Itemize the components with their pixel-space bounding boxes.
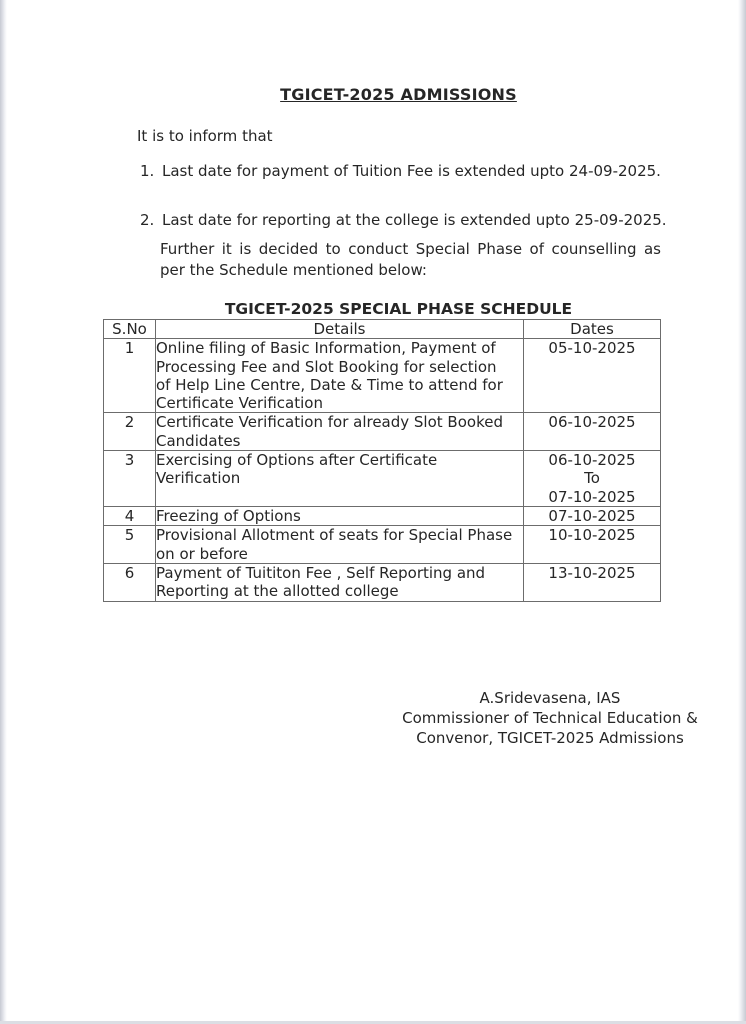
details-line: Freezing of Options: [156, 506, 301, 525]
dates-cell: [524, 563, 661, 601]
paragraph-line: per the Schedule mentioned below:: [160, 261, 427, 279]
signature-line: A.Sridevasena, IAS: [479, 689, 621, 707]
header-sno: S.No: [104, 320, 156, 339]
date-line: 13-10-2025: [548, 563, 636, 582]
date-line: To: [584, 469, 600, 488]
notice-text: Last date for reporting at the college is extended upto 25-09-2025.: [162, 211, 667, 229]
schedule-row: [104, 451, 661, 507]
dates-cell: [524, 413, 661, 451]
details-line: Provisional Allotment of seats for Special Phase: [156, 526, 513, 545]
details-cell: [156, 526, 524, 564]
photo-edge-right: [738, 0, 746, 1024]
date-line: 06-10-2025: [548, 451, 636, 470]
details-line: Reporting at the allotted college: [156, 582, 399, 601]
date-line: 07-10-2025: [548, 506, 636, 525]
details-line: Exercising of Options after Certificate: [156, 451, 438, 470]
details-cell: [156, 506, 524, 525]
paragraph-line: Further it is decided to conduct Special Phase of counselling as: [160, 240, 661, 258]
intro-line: It is to inform that: [137, 127, 273, 145]
sno-cell: 5: [104, 526, 156, 564]
details-line: Verification: [156, 469, 241, 488]
sno-cell: 1: [104, 339, 156, 413]
schedule-body: [104, 339, 661, 602]
signature-line: Convenor, TGICET-2025 Admissions: [416, 728, 684, 747]
notice-item-2: [140, 211, 667, 229]
header-details: Details: [156, 320, 524, 339]
details-cell: [156, 413, 524, 451]
schedule-table: [103, 319, 661, 602]
dates-cell: [524, 451, 661, 507]
schedule-header-row: [104, 320, 661, 339]
dates-cell: [524, 506, 661, 525]
sno-cell: 2: [104, 413, 156, 451]
notice-item-1: [140, 162, 661, 180]
photo-edge-left: [0, 0, 7, 1024]
details-line: of Help Line Centre, Date & Time to attend for: [156, 375, 503, 394]
notice-text: Last date for payment of Tuition Fee is extended upto 24-09-2025.: [162, 162, 661, 180]
schedule-row: [104, 563, 661, 601]
schedule-row: [104, 506, 661, 525]
signature-line: Commissioner of Technical Education &: [402, 708, 698, 727]
date-line: 07-10-2025: [548, 487, 636, 506]
schedule-row: [104, 339, 661, 413]
schedule-row: [104, 413, 661, 451]
dates-cell: [524, 526, 661, 564]
details-line: Payment of Tuititon Fee , Self Reporting and: [156, 563, 486, 582]
document-title: TGICET-2025 ADMISSIONS: [280, 85, 517, 104]
date-line: 06-10-2025: [548, 413, 636, 432]
schedule-row: [104, 526, 661, 564]
notice-number: 1.: [140, 162, 155, 180]
sno-cell: 3: [104, 451, 156, 507]
further-paragraph: [160, 239, 661, 281]
details-cell: [156, 563, 524, 601]
date-line: 10-10-2025: [548, 526, 636, 545]
details-cell: [156, 451, 524, 507]
schedule-title: TGICET-2025 SPECIAL PHASE SCHEDULE: [224, 300, 573, 318]
details-cell: [156, 339, 524, 413]
date-line: 05-10-2025: [548, 339, 636, 358]
details-line: Certificate Verification: [156, 394, 323, 413]
signature-block: [400, 689, 700, 748]
notice-number: 2.: [140, 211, 155, 229]
details-line: Certificate Verification for already Slot Booked: [156, 413, 503, 432]
sno-cell: 6: [104, 563, 156, 601]
details-line: Candidates: [156, 431, 241, 450]
sno-cell: 4: [104, 506, 156, 525]
header-dates: Dates: [524, 320, 661, 339]
dates-cell: [524, 339, 661, 413]
details-line: Online filing of Basic Information, Payment of: [156, 339, 496, 358]
details-line: Processing Fee and Slot Booking for selection: [156, 357, 497, 376]
details-line: on or before: [156, 544, 248, 563]
